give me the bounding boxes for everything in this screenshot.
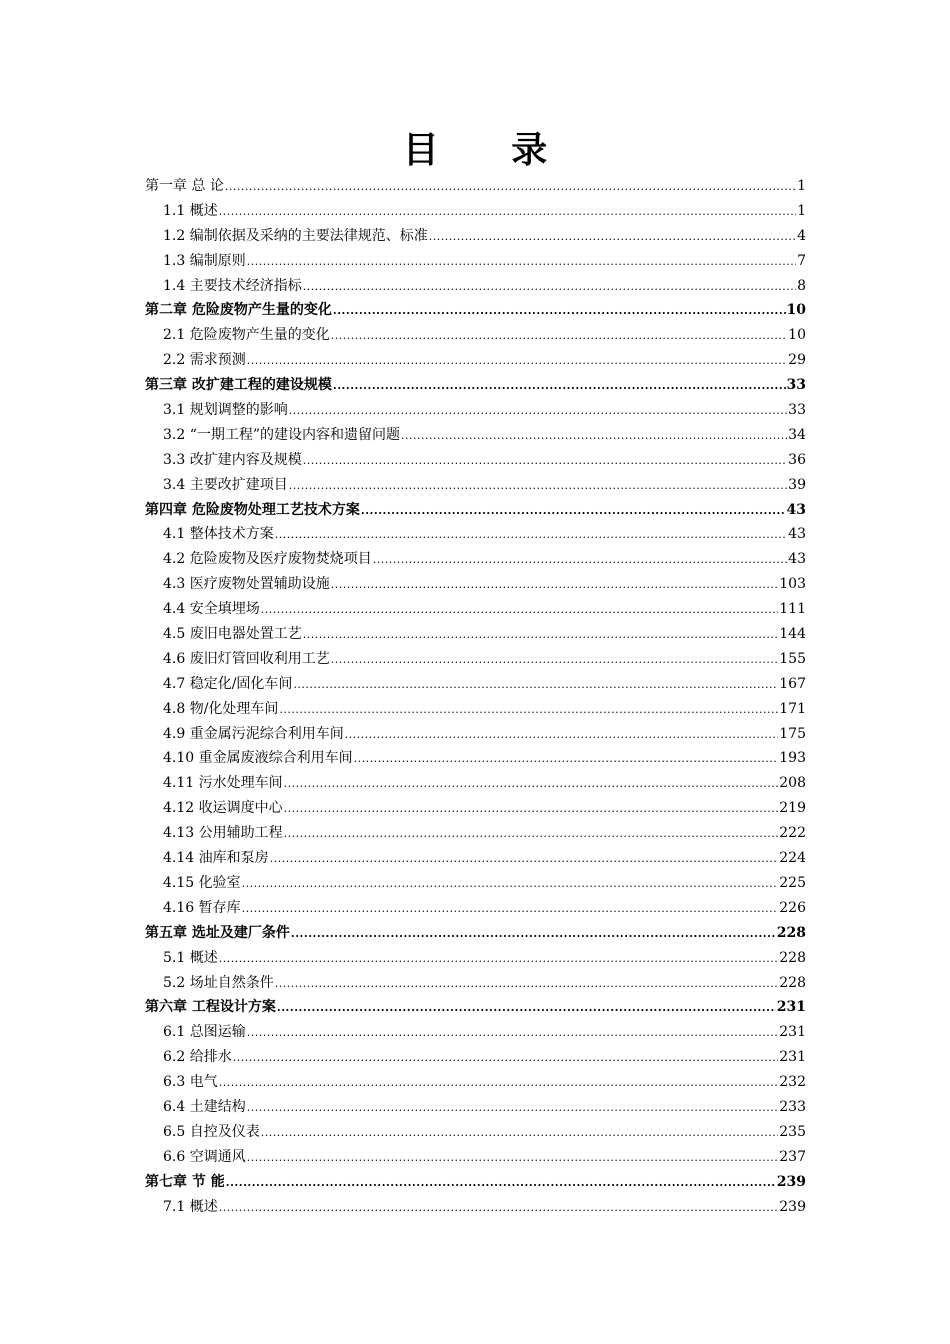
toc-section-entry[interactable] [145,672,806,697]
toc-section-entry[interactable] [145,1120,806,1145]
dot-leader [429,225,796,250]
toc-section-entry[interactable] [145,1145,806,1170]
toc-entry-label: 6.1 总图运输 [163,1024,246,1041]
toc-section-entry[interactable] [145,971,806,996]
toc-entry-label: 6.6 空调通风 [163,1148,246,1165]
toc-entry-page-number: 225 [779,874,806,891]
toc-entry-label: 6.2 给排水 [163,1049,232,1066]
toc-section-entry[interactable] [145,1195,806,1220]
dot-leader [247,1021,779,1046]
toc-entry-page-number: 1 [797,202,806,219]
dot-leader [247,1096,779,1121]
toc-section-entry[interactable] [145,398,806,423]
toc-section-entry[interactable] [145,522,806,547]
toc-section-entry[interactable] [145,547,806,572]
toc-entry-page-number: 33 [788,402,806,419]
toc-section-entry[interactable] [145,1020,806,1045]
toc-entry-label: 4.13 公用辅助工程 [163,825,283,842]
toc-entry-label: 4.10 重金属废液综合利用车间 [163,750,353,767]
dot-leader [226,1171,776,1196]
toc-entry-label: 4.4 安全填埋场 [163,601,260,618]
toc-entry-page-number: 235 [779,1123,806,1140]
toc-section-entry[interactable] [145,846,806,871]
toc-entry-label: 4.5 废旧电器处置工艺 [163,626,302,643]
toc-entry-page-number: 231 [779,1024,806,1041]
toc-entry-page-number: 226 [779,899,806,916]
dot-leader [279,698,778,723]
toc-section-entry[interactable] [145,448,806,473]
toc-section-entry[interactable] [145,746,806,771]
toc-entry-label: 5.1 概述 [163,949,218,966]
dot-leader [303,275,796,300]
toc-section-entry[interactable] [145,423,806,448]
toc-entry-page-number: 228 [779,974,806,991]
toc-entry-label: 1.4 主要技术经济指标 [163,277,302,294]
toc-section-entry[interactable] [145,821,806,846]
toc-entry-page-number: 237 [779,1148,806,1165]
toc-entry-page-number: 10 [788,327,806,344]
toc-section-entry[interactable] [145,722,806,747]
dot-leader [303,623,779,648]
toc-section-entry[interactable] [145,249,806,274]
dot-leader [275,523,787,548]
dot-leader [247,250,796,275]
toc-section-entry[interactable] [145,796,806,821]
toc-entry-label: 4.2 危险废物及医疗废物焚烧项目 [163,551,372,568]
dot-leader [261,598,779,623]
dot-leader [333,374,786,399]
toc-entry-page-number: 4 [797,227,806,244]
toc-entry-page-number: 239 [779,1198,806,1215]
dot-leader [247,349,787,374]
toc-entry-label: 第四章 危险废物处理工艺技术方案 [145,501,360,518]
toc-entry-label: 4.7 稳定化/固化车间 [163,675,293,692]
table-of-contents [145,174,806,1219]
toc-chapter-entry[interactable] [145,373,806,398]
toc-section-entry[interactable] [145,274,806,299]
toc-entry-page-number: 224 [779,850,806,867]
dot-leader [331,648,779,673]
toc-entry-label: 4.3 医疗废物处置辅助设施 [163,576,330,593]
dot-leader [284,797,779,822]
toc-entry-label: 6.5 自控及仪表 [163,1123,260,1140]
dot-leader [247,1146,779,1171]
toc-section-entry[interactable] [145,597,806,622]
toc-entry-label: 3.2 “一期工程”的建设内容和遗留问题 [163,426,401,443]
toc-entry-label: 4.15 化验室 [163,874,241,891]
toc-entry-page-number: 103 [779,576,806,593]
toc-entry-label: 第三章 改扩建工程的建设规模 [145,377,332,394]
toc-section-entry[interactable] [145,697,806,722]
toc-entry-page-number: 33 [786,377,806,394]
dot-leader [225,175,796,200]
dot-leader [284,772,779,797]
toc-section-entry[interactable] [145,1070,806,1095]
toc-chapter-entry[interactable] [145,174,806,199]
dot-leader [233,1046,779,1071]
toc-entry-page-number: 167 [779,675,806,692]
toc-entry-label: 第五章 选址及建厂条件 [145,924,290,941]
toc-entry-page-number: 111 [779,601,806,618]
toc-entry-page-number: 43 [788,551,806,568]
page-title: 目 录 [402,129,578,171]
toc-chapter-entry[interactable] [145,995,806,1020]
dot-leader [242,897,779,922]
toc-entry-label: 7.1 概述 [163,1198,218,1215]
toc-entry-page-number: 43 [786,501,806,518]
toc-section-entry[interactable] [145,1045,806,1070]
dot-leader [277,996,776,1021]
toc-entry-label: 第七章 节 能 [145,1173,225,1190]
dot-leader [289,474,787,499]
toc-entry-page-number: 34 [788,426,806,443]
toc-entry-page-number: 233 [779,1098,806,1115]
toc-entry-label: 4.1 整体技术方案 [163,526,274,543]
toc-entry-label: 第一章 总 论 [145,178,224,194]
toc-entry-page-number: 29 [788,352,806,369]
toc-entry-label: 6.3 电气 [163,1074,218,1091]
toc-section-entry[interactable] [145,348,806,373]
toc-entry-label: 5.2 场址自然条件 [163,974,274,991]
toc-entry-label: 4.12 收运调度中心 [163,800,283,817]
toc-entry-label: 2.1 危险废物产生量的变化 [163,327,330,344]
toc-entry-label: 4.11 污水处理车间 [163,775,283,792]
toc-entry-page-number: 231 [776,999,806,1016]
toc-section-entry[interactable] [145,323,806,348]
dot-leader [219,1196,779,1221]
dot-leader [242,872,779,897]
dot-leader [293,673,778,698]
toc-entry-page-number: 36 [788,451,806,468]
toc-entry-label: 1.1 概述 [163,202,218,219]
toc-section-entry[interactable] [145,1095,806,1120]
toc-section-entry[interactable] [145,771,806,796]
toc-entry-label: 4.9 重金属污泥综合利用车间 [163,725,344,742]
toc-entry-page-number: 43 [788,526,806,543]
toc-entry-page-number: 10 [786,302,806,319]
dot-leader [275,972,779,997]
dot-leader [331,573,779,598]
toc-entry-label: 1.3 编制原则 [163,252,246,269]
dot-leader [284,822,779,847]
dot-leader [373,548,787,573]
toc-chapter-entry[interactable] [145,498,806,523]
dot-leader [291,922,776,947]
toc-entry-page-number: 155 [779,650,806,667]
toc-section-entry[interactable] [145,199,806,224]
toc-entry-page-number: 222 [779,825,806,842]
toc-section-entry[interactable] [145,473,806,498]
toc-entry-page-number: 39 [788,476,806,493]
dot-leader [361,499,786,524]
toc-entry-page-number: 144 [779,626,806,643]
toc-section-entry[interactable] [145,896,806,921]
toc-section-entry[interactable] [145,224,806,249]
toc-entry-page-number: 208 [779,775,806,792]
toc-section-entry[interactable] [145,572,806,597]
dot-leader [219,1071,779,1096]
dot-leader [270,847,779,872]
toc-entry-label: 3.3 改扩建内容及规模 [163,451,302,468]
dot-leader [219,200,796,225]
toc-section-entry[interactable] [145,622,806,647]
toc-section-entry[interactable] [145,647,806,672]
dot-leader [354,747,779,772]
toc-chapter-entry[interactable] [145,298,806,323]
toc-chapter-entry[interactable] [145,921,806,946]
toc-entry-page-number: 239 [776,1173,806,1190]
toc-entry-page-number: 219 [779,800,806,817]
dot-leader [331,324,787,349]
toc-entry-label: 2.2 需求预测 [163,352,246,369]
toc-section-entry[interactable] [145,871,806,896]
toc-entry-page-number: 175 [779,725,806,742]
toc-entry-page-number: 1 [797,178,806,194]
dot-leader [261,1121,779,1146]
dot-leader [303,449,787,474]
toc-entry-page-number: 232 [779,1074,806,1091]
toc-section-entry[interactable] [145,946,806,971]
toc-entry-page-number: 7 [797,252,806,269]
toc-entry-label: 4.14 油库和泵房 [163,850,269,867]
toc-entry-page-number: 231 [779,1049,806,1066]
toc-entry-label: 3.1 规划调整的影响 [163,402,288,419]
dot-leader [289,399,787,424]
toc-entry-label: 1.2 编制依据及采纳的主要法律规范、标准 [163,227,428,244]
toc-entry-label: 4.16 暂存库 [163,899,241,916]
toc-entry-page-number: 228 [776,924,806,941]
toc-entry-label: 4.6 废旧灯管回收利用工艺 [163,650,330,667]
dot-leader [345,723,779,748]
toc-entry-label: 6.4 土建结构 [163,1098,246,1115]
dot-leader [219,947,779,972]
toc-chapter-entry[interactable] [145,1170,806,1195]
toc-entry-label: 第二章 危险废物产生量的变化 [145,302,332,319]
toc-entry-page-number: 193 [779,750,806,767]
dot-leader [333,299,786,324]
toc-entry-page-number: 228 [779,949,806,966]
toc-entry-page-number: 8 [797,277,806,294]
toc-entry-page-number: 171 [779,700,806,717]
toc-entry-label: 4.8 物/化处理车间 [163,700,279,717]
dot-leader [401,424,787,449]
toc-entry-label: 第六章 工程设计方案 [145,999,276,1016]
toc-entry-label: 3.4 主要改扩建项目 [163,476,288,493]
